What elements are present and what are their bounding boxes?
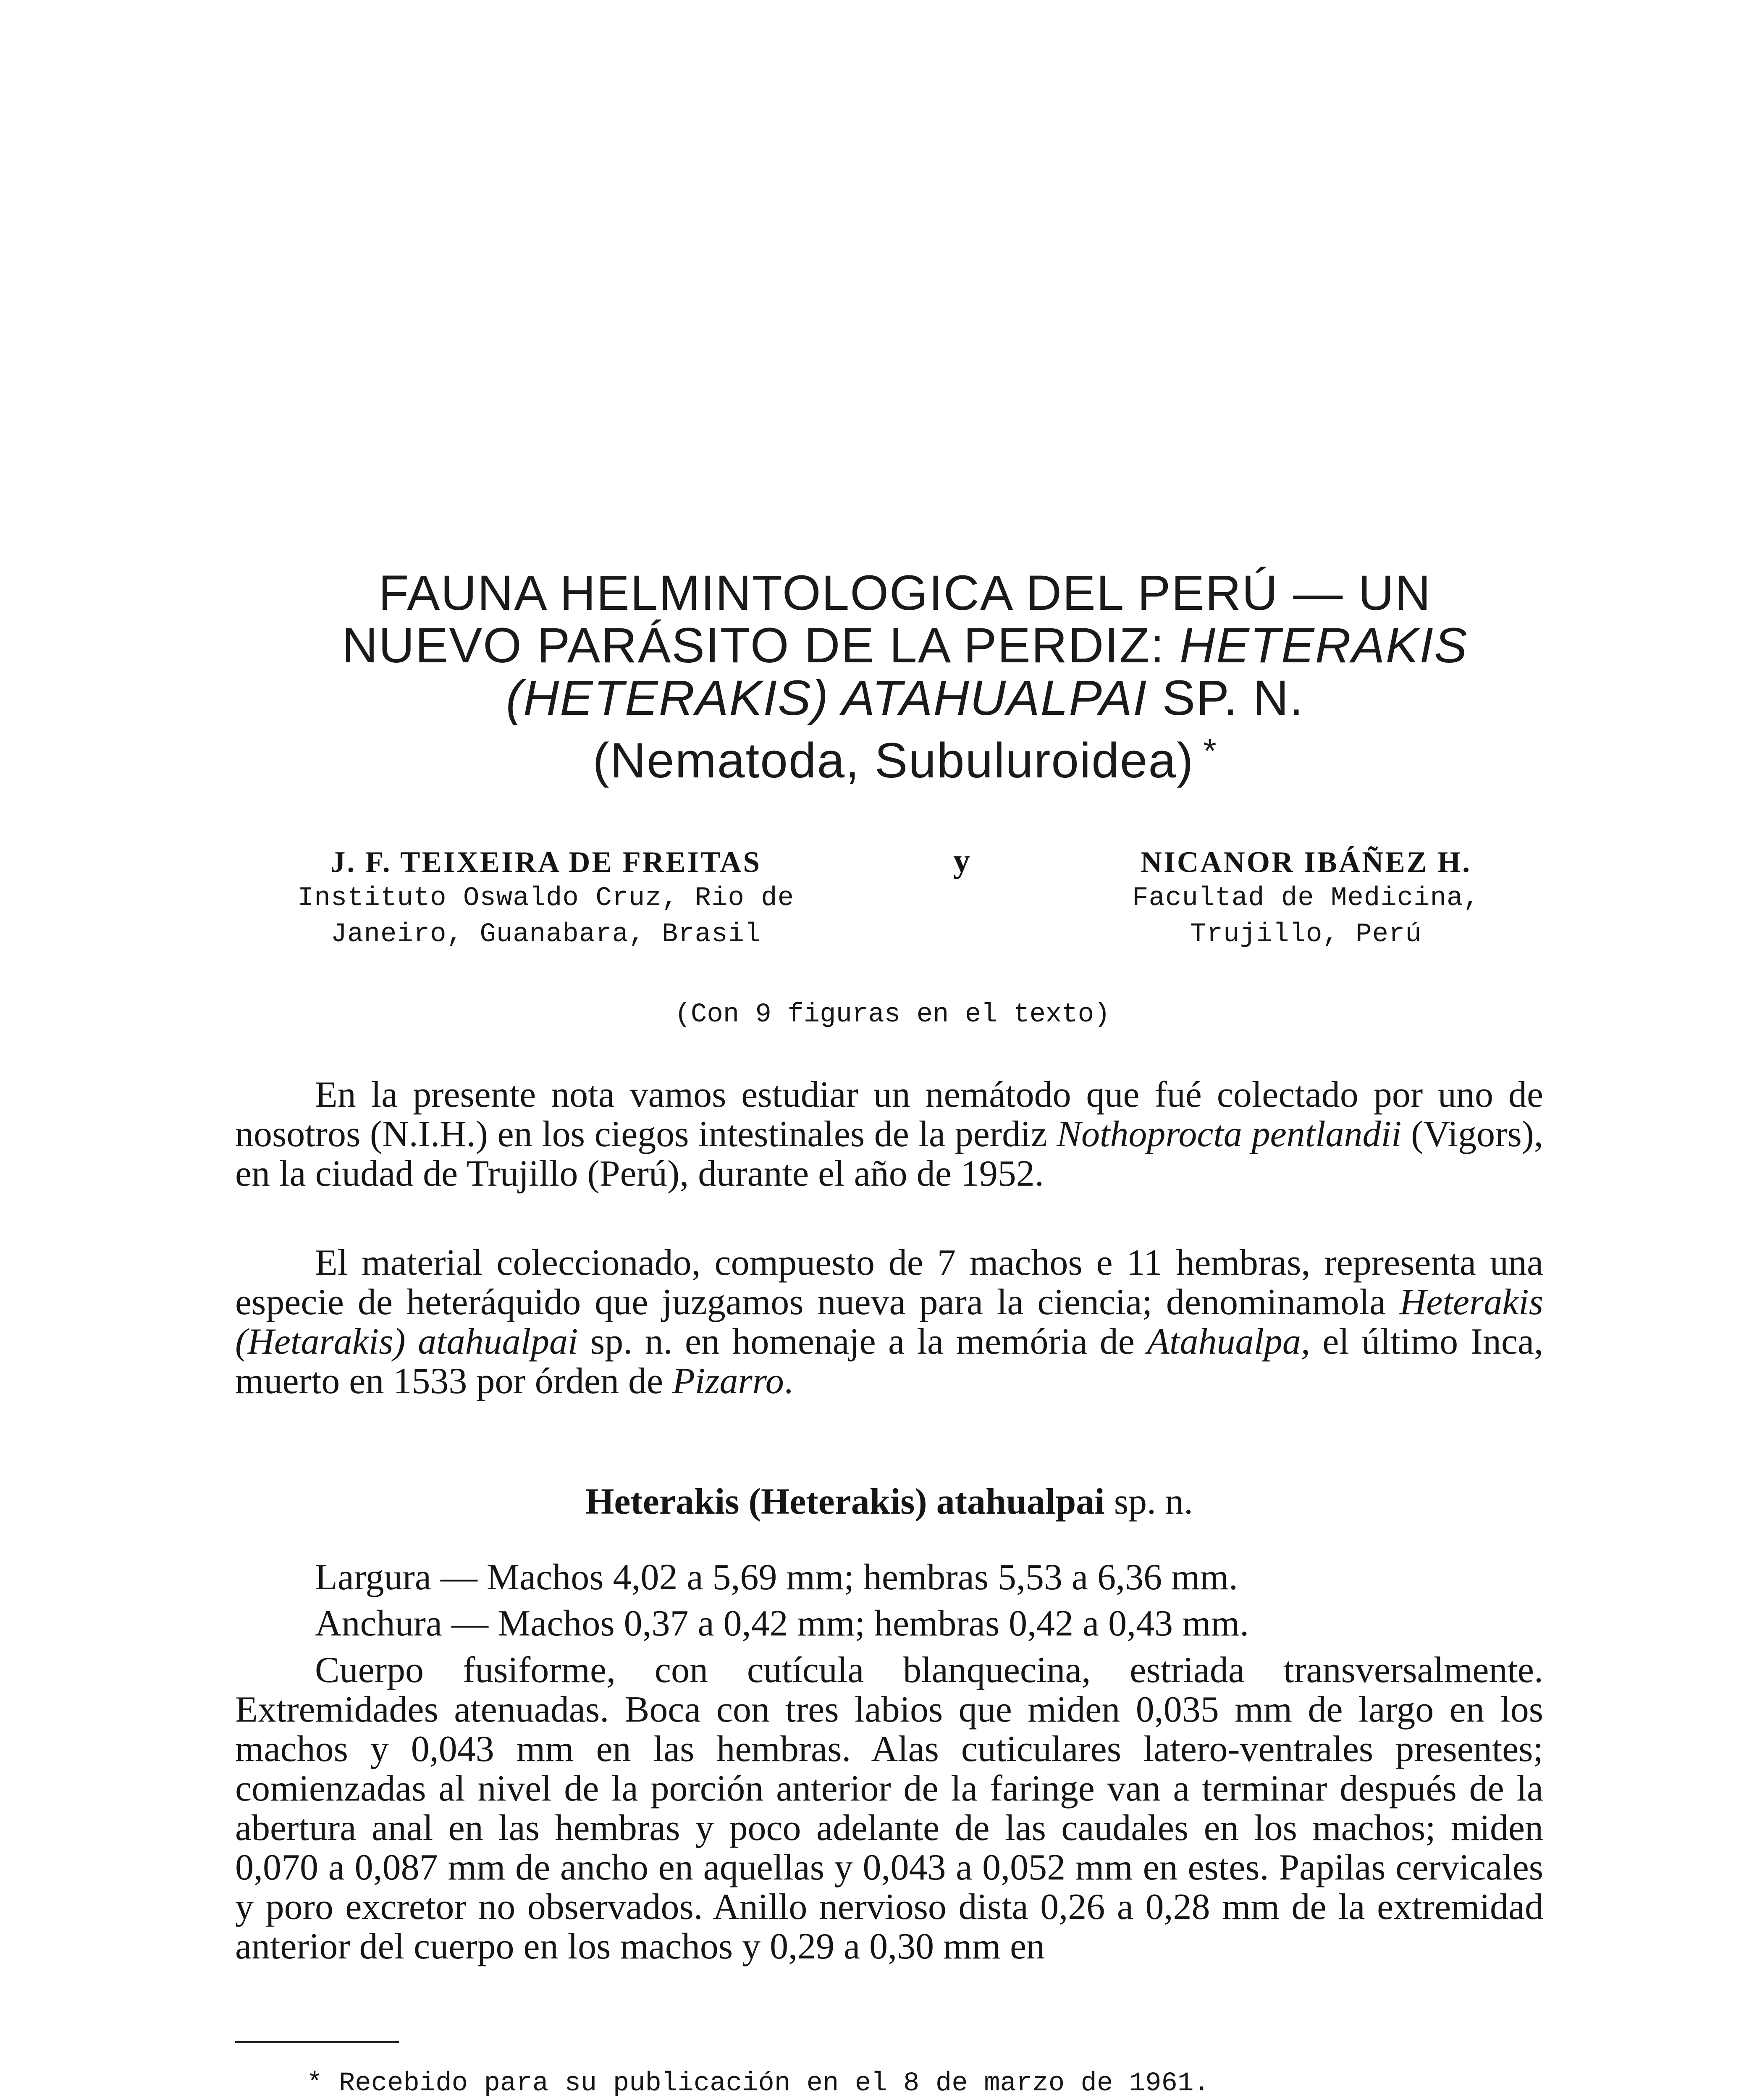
footnote-received: * Recebido para su publicación en el 8 de marzo de 1961. [307, 2068, 1210, 2099]
author-right-name: NICANOR IBÁÑEZ H. [1141, 846, 1471, 879]
footnote-divider [235, 2041, 399, 2043]
title-line-3: (HETERAKIS) ATAHUALPAI SP. N. [506, 670, 1304, 726]
title-line-1: FAUNA HELMINTOLOGICA DEL PERÚ — UN [378, 565, 1432, 621]
title-line-4: (Nematoda, Subuluroidea) * [593, 732, 1217, 788]
title-line-2: NUEVO PARÁSITO DE LA PERDIZ: HETERAKIS [342, 618, 1468, 673]
author-right-affiliation-2: Trujillo, Perú [1190, 919, 1422, 950]
measurement-width: Anchura — Machos 0,37 a 0,42 mm; hembras 0,42 a 0,43 mm. [315, 1603, 1249, 1644]
author-left-affiliation-2: Janeiro, Guanabara, Brasil [330, 919, 761, 950]
author-left-name: J. F. TEIXEIRA DE FREITAS [330, 846, 761, 879]
author-left-affiliation-1: Instituto Oswaldo Cruz, Rio de [297, 883, 795, 914]
paragraph-intro: En la presente nota vamos estudiar un nemátodo que fué colectado por uno de nosotros (N.I.H.) en los ciegos intestinales de la perdiz Nothoprocta pentlandii (Vigors), en la ciudad de Trujillo (Perú), durante el año de 1952. [235, 1074, 1543, 1194]
author-right [1075, 844, 1537, 953]
paragraph-description: Cuerpo fusiforme, con cutícula blanquecina, estriada transversalmente. Extremidades atenuadas. Boca con tres labios que miden 0,035 mm de largo en los machos y 0,043 mm en las hembras. Alas cuticulares latero-ventrales presentes; comienzadas al nivel de la porción anterior de la faringe van a terminar después de la abertura anal en las hembras y poco adelante de las caudales en los machos; miden 0,070 a 0,087 mm de ancho en aquellas y 0,043 a 0,052 mm en estes. Papilas cervicales y poro excretor no observados. Anillo nervioso dista 0,26 a 0,28 mm de la extremidad anterior del cuerpo en los machos y 0,29 a 0,30 mm en [235, 1650, 1543, 1967]
measurement-length: Largura — Machos 4,02 a 5,69 mm; hembras 5,53 a 6,36 mm. [315, 1557, 1238, 1598]
title-genus: HETERAKIS [1179, 618, 1468, 673]
title-species: (HETERAKIS) ATAHUALPAI [506, 670, 1148, 726]
host-species: Nothoprocta pentlandii [1057, 1114, 1402, 1155]
figures-note: (Con 9 figuras en el texto) [674, 1000, 1110, 1030]
new-species-name: Heterakis (Hetarakis) atahualpai [235, 1282, 1543, 1362]
author-right-affiliation-1: Facultad de Medicina, [1132, 883, 1480, 914]
pizarro-name: Pizarro [672, 1361, 784, 1402]
author-left [235, 844, 857, 953]
title-footnote-marker: * [1203, 732, 1217, 769]
paragraph-material: El material coleccionado, compuesto de 7 machos e 11 hembras, representa una especie de heteráquido que juzgamos nueva para la ciencia; denominamola Heterakis (Hetarakis) atahualpai sp. n. en homenaje a la memória de Atahualpa, el último Inca, muerto en 1533 por órden de Pizarro. [235, 1242, 1544, 1402]
article-title [269, 567, 1541, 787]
species-heading: Heterakis (Heterakis) atahualpai sp. n. [585, 1481, 1193, 1522]
author-conjunction: y [953, 843, 970, 879]
atahualpa-name: Atahualpa, [1147, 1321, 1310, 1362]
